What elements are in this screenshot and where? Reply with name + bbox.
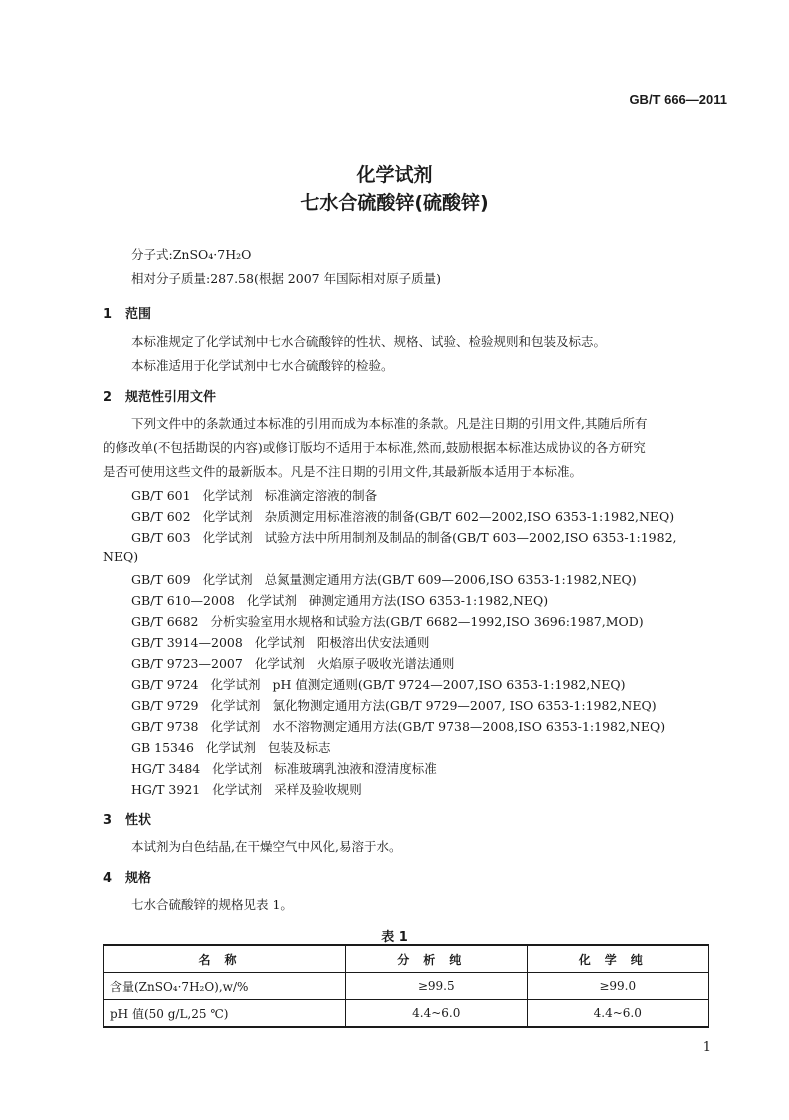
table-header-row: [104, 945, 709, 973]
section-heading-properties: [103, 809, 151, 828]
ref-category: 化学试剂: [210, 698, 261, 713]
section-number: 3: [103, 813, 113, 828]
ref-title: 采样及验收规则: [274, 782, 362, 797]
scope-paragraph: 本标准适用于化学试剂中七水合硫酸锌的检验。: [131, 358, 394, 373]
reference-entry: [131, 759, 437, 777]
col-header-ar: 分析纯: [346, 945, 528, 973]
ref-code: GB/T 9729: [131, 698, 199, 713]
reference-entry: [131, 591, 548, 609]
ref-title: 火焰原子吸收光谱法通则: [316, 656, 455, 671]
section-heading-scope: [103, 303, 151, 322]
properties-paragraph: 本试剂为白色结晶,在干燥空气中风化,易溶于水。: [131, 839, 402, 854]
ref-title: 阳极溶出伏安法通则: [316, 635, 430, 650]
reference-entry: [131, 486, 377, 504]
ref-code: GB/T 9724: [131, 677, 199, 692]
ref-title: 氯化物测定通用方法(GB/T 9729—2007, ISO 6353-1:1982,NEQ): [272, 698, 657, 713]
standard-number: GB/T 666—2011: [629, 92, 727, 107]
molecular-formula: 分子式:ZnSO₄·7H₂O: [131, 247, 252, 262]
reference-entry: [131, 612, 644, 630]
ref-code: GB/T 6682: [131, 614, 199, 629]
section-number: 4: [103, 871, 113, 886]
ref-category: 化学试剂: [205, 740, 256, 755]
ref-title: 标准滴定溶液的制备: [264, 488, 378, 503]
ref-code: GB/T 602: [131, 509, 191, 524]
cell-value: 4.4~6.0: [346, 1000, 528, 1028]
ref-code: HG/T 3484: [131, 761, 201, 776]
ref-category: 化学试剂: [202, 530, 253, 545]
cell-item: 含量(ZnSO₄·7H₂O),w/%: [104, 973, 346, 1000]
ref-code: GB/T 603: [131, 530, 191, 545]
reference-entry: [131, 738, 330, 756]
ref-title: 分析实验室用水规格和试验方法(GB/T 6682—1992,ISO 3696:1987,MOD): [210, 614, 644, 629]
page-number: 1: [702, 1040, 711, 1055]
document-subtitle: 七水合硫酸锌(硫酸锌): [300, 192, 489, 214]
molecular-mass: 相对分子质量:287.58(根据 2007 年国际相对原子质量): [131, 271, 441, 286]
ref-code: GB/T 609: [131, 572, 191, 587]
ref-code: GB 15346: [131, 740, 194, 755]
ref-category: 化学试剂: [210, 719, 261, 734]
cell-value: ≥99.0: [527, 973, 709, 1000]
specification-paragraph: 七水合硫酸锌的规格见表 1。: [131, 897, 293, 912]
ref-title: 总氮量测定通用方法(GB/T 609—2006,ISO 6353-1:1982,NEQ): [264, 572, 637, 587]
ref-title: 水不溶物测定通用方法(GB/T 9738—2008,ISO 6353-1:1982,NEQ): [272, 719, 666, 734]
references-intro-line: 是否可使用这些文件的最新版本。凡是不注日期的引用文件,其最新版本适用于本标准。: [103, 464, 582, 479]
ref-code: GB/T 9723—2007: [131, 656, 243, 671]
col-header-name: 名称: [104, 945, 346, 973]
scope-paragraph: 本标准规定了化学试剂中七水合硫酸锌的性状、规格、试验、检验规则和包装及标志。: [131, 334, 607, 349]
reference-entry: [131, 717, 665, 735]
ref-category: 化学试剂: [202, 488, 253, 503]
ref-category: 化学试剂: [212, 761, 263, 776]
ref-title: 试验方法中所用制剂及制品的制备(GB/T 603—2002,ISO 6353-1:1982,: [264, 530, 677, 545]
cell-value: 4.4~6.0: [527, 1000, 709, 1028]
reference-entry: [131, 654, 454, 672]
ref-category: 化学试剂: [202, 572, 253, 587]
ref-category: 化学试剂: [254, 656, 305, 671]
ref-title: 杂质测定用标准溶液的制备(GB/T 602—2002,ISO 6353-1:1982,NEQ): [264, 509, 675, 524]
ref-title: pH 值测定通则(GB/T 9724—2007,ISO 6353-1:1982,NEQ): [272, 677, 626, 692]
section-heading-specification: [103, 867, 151, 886]
reference-entry: [131, 528, 677, 546]
table-row: [104, 973, 709, 1000]
ref-title: 包装及标志: [267, 740, 331, 755]
reference-entry: [131, 633, 429, 651]
ref-code: GB/T 601: [131, 488, 191, 503]
reference-entry: [131, 780, 362, 798]
table-row: [104, 1000, 709, 1028]
table-caption: 表 1: [381, 930, 408, 945]
ref-title: 标准玻璃乳浊液和澄清度标准: [274, 761, 437, 776]
references-intro-line: 的修改单(不包括勘误的内容)或修订版均不适用于本标准,然而,鼓励根据本标准达成协议的各方研究: [103, 440, 646, 455]
col-header-cp: 化学纯: [527, 945, 709, 973]
ref-category: 化学试剂: [210, 677, 261, 692]
ref-title: 砷测定通用方法(ISO 6353-1:1982,NEQ): [308, 593, 549, 608]
references-intro-line: 下列文件中的条款通过本标准的引用而成为本标准的条款。凡是注日期的引用文件,其随后所有: [131, 416, 648, 431]
ref-code: GB/T 3914—2008: [131, 635, 243, 650]
reference-entry: [131, 696, 657, 714]
section-number: 2: [103, 390, 113, 405]
ref-code: GB/T 610—2008: [131, 593, 235, 608]
section-title: 规范性引用文件: [125, 390, 217, 405]
reference-continuation: NEQ): [103, 549, 139, 564]
section-heading-references: [103, 386, 216, 405]
section-number: 1: [103, 307, 113, 322]
cell-item: pH 值(50 g/L,25 ℃): [104, 1000, 346, 1028]
reference-entry: [131, 570, 637, 588]
reference-entry: [131, 675, 625, 693]
ref-category: 化学试剂: [246, 593, 297, 608]
reference-entry: [131, 507, 674, 525]
ref-category: 化学试剂: [212, 782, 263, 797]
ref-code: HG/T 3921: [131, 782, 201, 797]
section-title: 范围: [125, 307, 152, 322]
spec-table: [103, 944, 709, 1028]
ref-category: 化学试剂: [254, 635, 305, 650]
section-title: 性状: [125, 813, 152, 828]
ref-category: 化学试剂: [202, 509, 253, 524]
document-title: 化学试剂: [356, 164, 433, 186]
section-title: 规格: [125, 871, 152, 886]
ref-code: GB/T 9738: [131, 719, 199, 734]
cell-value: ≥99.5: [346, 973, 528, 1000]
